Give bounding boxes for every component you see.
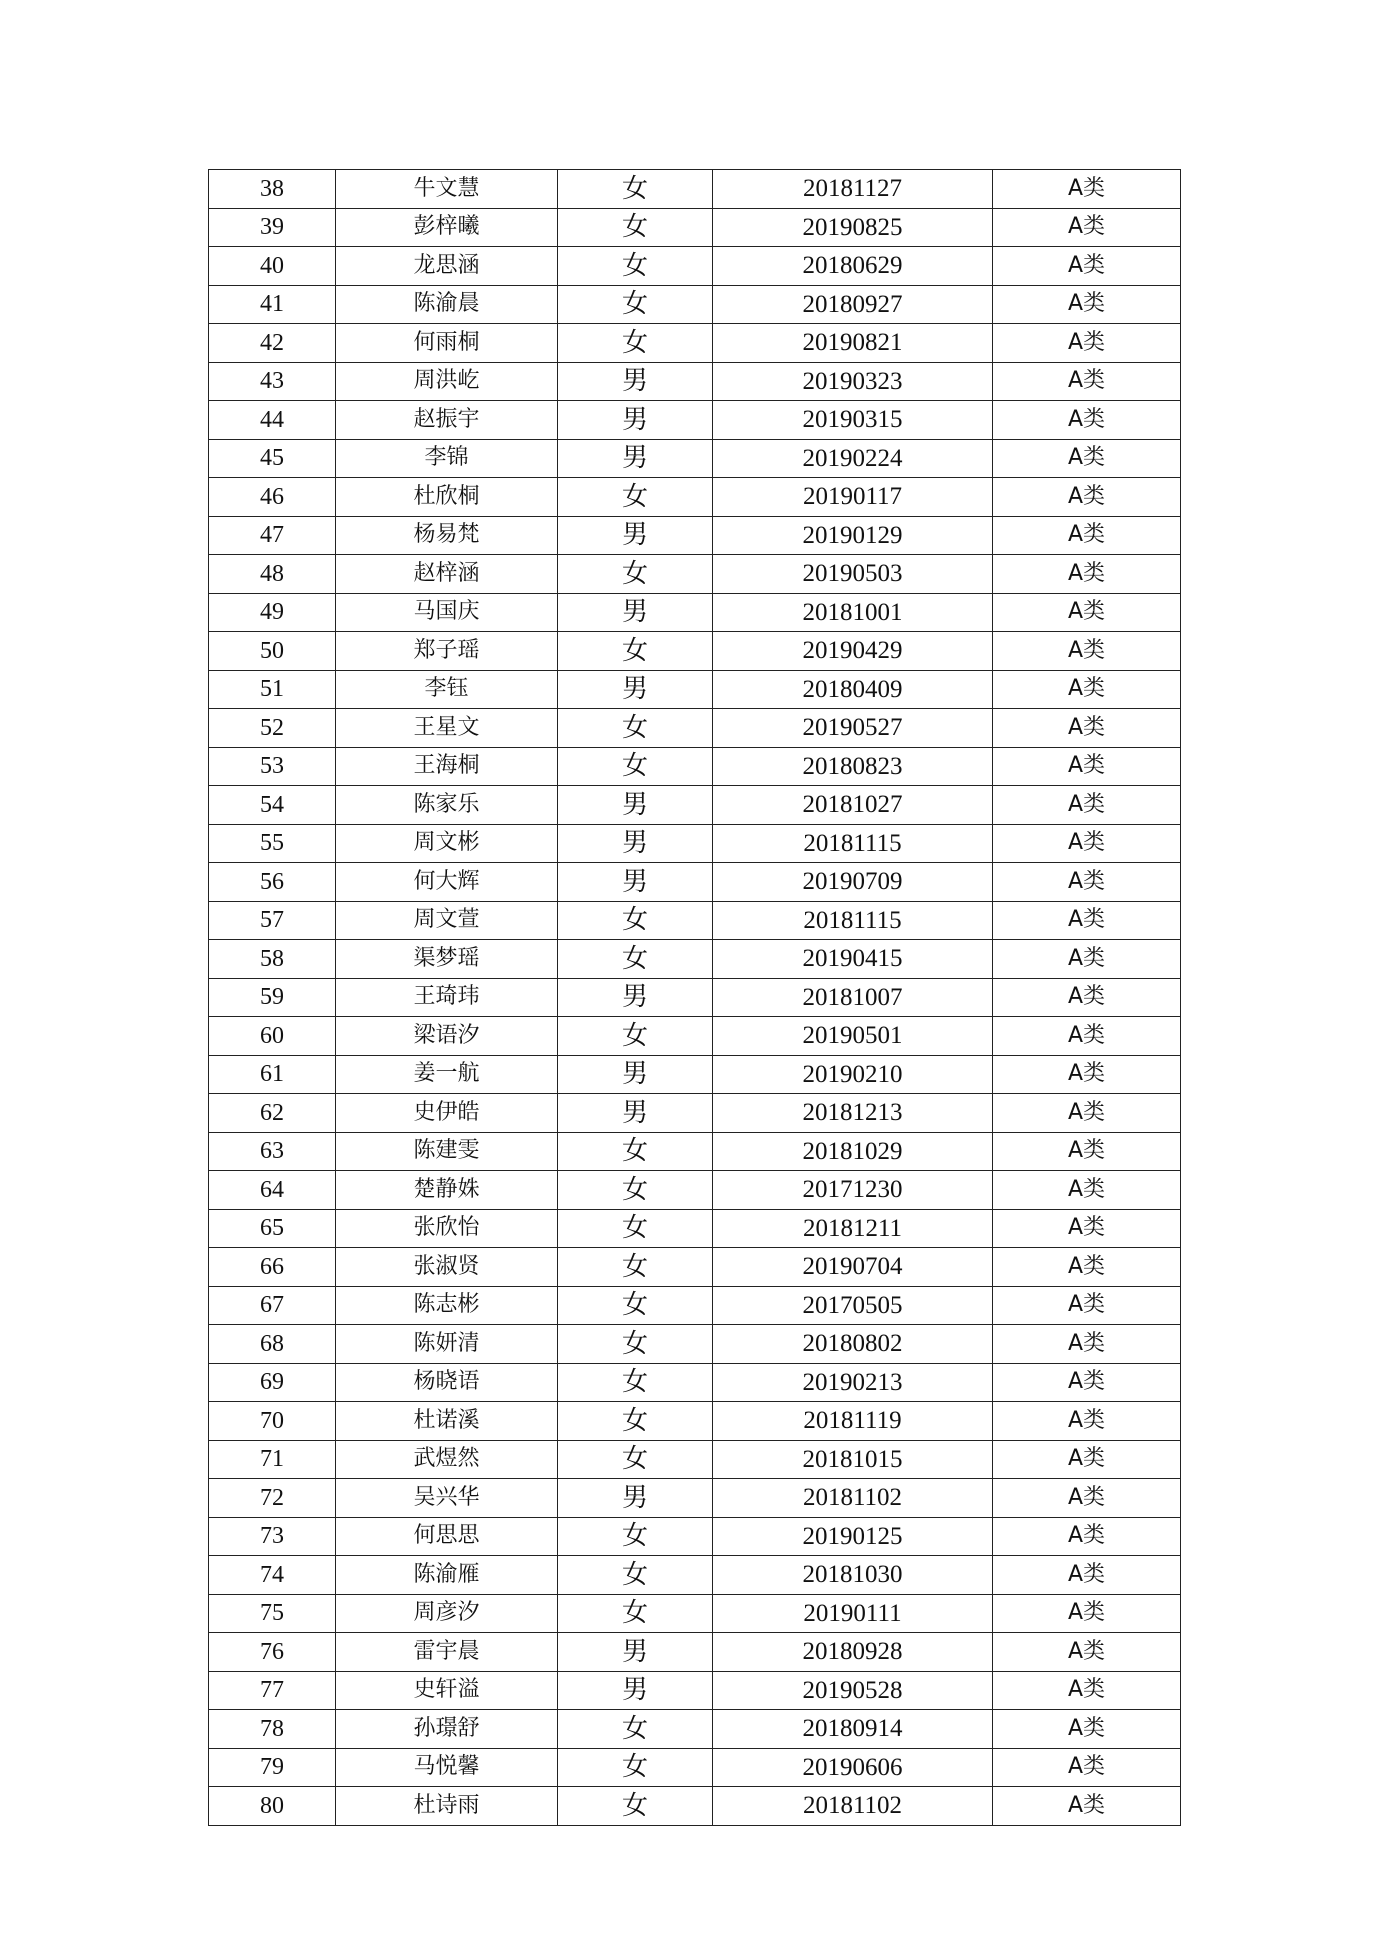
category-cell: A类 bbox=[993, 1325, 1181, 1364]
birth-date-cell: 20181127 bbox=[713, 170, 993, 209]
student-name-cell: 彭梓曦 bbox=[336, 208, 558, 247]
row-number-cell: 57 bbox=[209, 901, 336, 940]
student-name-cell: 姜一航 bbox=[336, 1055, 558, 1094]
category-cell: A类 bbox=[993, 1748, 1181, 1787]
row-number-cell: 38 bbox=[209, 170, 336, 209]
birth-date-cell: 20181102 bbox=[713, 1479, 993, 1518]
table-row bbox=[209, 1671, 1181, 1710]
table-row bbox=[209, 478, 1181, 517]
category-cell: A类 bbox=[993, 940, 1181, 979]
gender-cell: 女 bbox=[558, 1710, 713, 1749]
student-name-cell: 张淑贤 bbox=[336, 1248, 558, 1287]
student-name-cell: 杨易梵 bbox=[336, 516, 558, 555]
table-row bbox=[209, 709, 1181, 748]
row-number-cell: 72 bbox=[209, 1479, 336, 1518]
category-cell: A类 bbox=[993, 324, 1181, 363]
student-name-cell: 王海桐 bbox=[336, 747, 558, 786]
gender-cell: 男 bbox=[558, 824, 713, 863]
student-name-cell: 王星文 bbox=[336, 709, 558, 748]
gender-cell: 女 bbox=[558, 1556, 713, 1595]
category-cell: A类 bbox=[993, 1017, 1181, 1056]
category-cell: A类 bbox=[993, 362, 1181, 401]
gender-cell: 女 bbox=[558, 1209, 713, 1248]
row-number-cell: 55 bbox=[209, 824, 336, 863]
table-row bbox=[209, 1479, 1181, 1518]
gender-cell: 女 bbox=[558, 1787, 713, 1826]
table-row bbox=[209, 1748, 1181, 1787]
category-cell: A类 bbox=[993, 478, 1181, 517]
birth-date-cell: 20181007 bbox=[713, 978, 993, 1017]
table-row bbox=[209, 285, 1181, 324]
category-cell: A类 bbox=[993, 285, 1181, 324]
birth-date-cell: 20180927 bbox=[713, 285, 993, 324]
category-cell: A类 bbox=[993, 1479, 1181, 1518]
row-number-cell: 41 bbox=[209, 285, 336, 324]
row-number-cell: 71 bbox=[209, 1440, 336, 1479]
birth-date-cell: 20190224 bbox=[713, 439, 993, 478]
gender-cell: 女 bbox=[558, 1517, 713, 1556]
gender-cell: 女 bbox=[558, 1132, 713, 1171]
category-cell: A类 bbox=[993, 670, 1181, 709]
gender-cell: 女 bbox=[558, 1748, 713, 1787]
gender-cell: 女 bbox=[558, 285, 713, 324]
birth-date-cell: 20190210 bbox=[713, 1055, 993, 1094]
birth-date-cell: 20190129 bbox=[713, 516, 993, 555]
student-name-cell: 陈妍清 bbox=[336, 1325, 558, 1364]
table-row bbox=[209, 1363, 1181, 1402]
table-row bbox=[209, 1248, 1181, 1287]
category-cell: A类 bbox=[993, 1710, 1181, 1749]
row-number-cell: 42 bbox=[209, 324, 336, 363]
table-row bbox=[209, 901, 1181, 940]
birth-date-cell: 20181115 bbox=[713, 824, 993, 863]
gender-cell: 女 bbox=[558, 709, 713, 748]
student-name-cell: 何大辉 bbox=[336, 863, 558, 902]
category-cell: A类 bbox=[993, 555, 1181, 594]
row-number-cell: 75 bbox=[209, 1594, 336, 1633]
student-name-cell: 陈家乐 bbox=[336, 786, 558, 825]
category-cell: A类 bbox=[993, 1248, 1181, 1287]
birth-date-cell: 20181015 bbox=[713, 1440, 993, 1479]
student-name-cell: 陈志彬 bbox=[336, 1286, 558, 1325]
table-row bbox=[209, 362, 1181, 401]
row-number-cell: 62 bbox=[209, 1094, 336, 1133]
table-row bbox=[209, 593, 1181, 632]
table-row bbox=[209, 1286, 1181, 1325]
row-number-cell: 73 bbox=[209, 1517, 336, 1556]
table-row bbox=[209, 516, 1181, 555]
row-number-cell: 67 bbox=[209, 1286, 336, 1325]
row-number-cell: 52 bbox=[209, 709, 336, 748]
birth-date-cell: 20190528 bbox=[713, 1671, 993, 1710]
birth-date-cell: 20181029 bbox=[713, 1132, 993, 1171]
category-cell: A类 bbox=[993, 1440, 1181, 1479]
birth-date-cell: 20190213 bbox=[713, 1363, 993, 1402]
table-row bbox=[209, 439, 1181, 478]
category-cell: A类 bbox=[993, 786, 1181, 825]
gender-cell: 男 bbox=[558, 593, 713, 632]
table-row bbox=[209, 1017, 1181, 1056]
birth-date-cell: 20190415 bbox=[713, 940, 993, 979]
birth-date-cell: 20181027 bbox=[713, 786, 993, 825]
birth-date-cell: 20190704 bbox=[713, 1248, 993, 1287]
category-cell: A类 bbox=[993, 1517, 1181, 1556]
gender-cell: 女 bbox=[558, 1402, 713, 1441]
row-number-cell: 69 bbox=[209, 1363, 336, 1402]
row-number-cell: 45 bbox=[209, 439, 336, 478]
gender-cell: 女 bbox=[558, 1017, 713, 1056]
row-number-cell: 66 bbox=[209, 1248, 336, 1287]
table-row bbox=[209, 170, 1181, 209]
gender-cell: 男 bbox=[558, 401, 713, 440]
student-name-cell: 赵梓涵 bbox=[336, 555, 558, 594]
birth-date-cell: 20190117 bbox=[713, 478, 993, 517]
student-name-cell: 牛文慧 bbox=[336, 170, 558, 209]
birth-date-cell: 20181102 bbox=[713, 1787, 993, 1826]
gender-cell: 男 bbox=[558, 1094, 713, 1133]
row-number-cell: 58 bbox=[209, 940, 336, 979]
gender-cell: 女 bbox=[558, 632, 713, 671]
student-name-cell: 渠梦瑶 bbox=[336, 940, 558, 979]
table-row bbox=[209, 1209, 1181, 1248]
gender-cell: 女 bbox=[558, 1248, 713, 1287]
student-name-cell: 杜诺溪 bbox=[336, 1402, 558, 1441]
birth-date-cell: 20190111 bbox=[713, 1594, 993, 1633]
table-row bbox=[209, 940, 1181, 979]
table-row bbox=[209, 824, 1181, 863]
student-name-cell: 陈渝晨 bbox=[336, 285, 558, 324]
table-row bbox=[209, 863, 1181, 902]
birth-date-cell: 20181119 bbox=[713, 1402, 993, 1441]
row-number-cell: 50 bbox=[209, 632, 336, 671]
row-number-cell: 44 bbox=[209, 401, 336, 440]
row-number-cell: 53 bbox=[209, 747, 336, 786]
birth-date-cell: 20190503 bbox=[713, 555, 993, 594]
gender-cell: 男 bbox=[558, 439, 713, 478]
category-cell: A类 bbox=[993, 170, 1181, 209]
table-row bbox=[209, 786, 1181, 825]
gender-cell: 男 bbox=[558, 362, 713, 401]
birth-date-cell: 20181001 bbox=[713, 593, 993, 632]
gender-cell: 男 bbox=[558, 786, 713, 825]
gender-cell: 女 bbox=[558, 324, 713, 363]
row-number-cell: 56 bbox=[209, 863, 336, 902]
row-number-cell: 54 bbox=[209, 786, 336, 825]
row-number-cell: 64 bbox=[209, 1171, 336, 1210]
birth-date-cell: 20190709 bbox=[713, 863, 993, 902]
student-name-cell: 马悦馨 bbox=[336, 1748, 558, 1787]
birth-date-cell: 20181115 bbox=[713, 901, 993, 940]
category-cell: A类 bbox=[993, 247, 1181, 286]
row-number-cell: 76 bbox=[209, 1633, 336, 1672]
table-row bbox=[209, 1325, 1181, 1364]
row-number-cell: 43 bbox=[209, 362, 336, 401]
birth-date-cell: 20190323 bbox=[713, 362, 993, 401]
table-row bbox=[209, 747, 1181, 786]
row-number-cell: 77 bbox=[209, 1671, 336, 1710]
category-cell: A类 bbox=[993, 1787, 1181, 1826]
student-name-cell: 何雨桐 bbox=[336, 324, 558, 363]
birth-date-cell: 20181211 bbox=[713, 1209, 993, 1248]
table-row bbox=[209, 1710, 1181, 1749]
gender-cell: 女 bbox=[558, 747, 713, 786]
table-row bbox=[209, 555, 1181, 594]
category-cell: A类 bbox=[993, 1171, 1181, 1210]
birth-date-cell: 20190429 bbox=[713, 632, 993, 671]
row-number-cell: 78 bbox=[209, 1710, 336, 1749]
student-name-cell: 史伊皓 bbox=[336, 1094, 558, 1133]
student-name-cell: 龙思涵 bbox=[336, 247, 558, 286]
birth-date-cell: 20180928 bbox=[713, 1633, 993, 1672]
birth-date-cell: 20180409 bbox=[713, 670, 993, 709]
gender-cell: 女 bbox=[558, 940, 713, 979]
birth-date-cell: 20180914 bbox=[713, 1710, 993, 1749]
row-number-cell: 60 bbox=[209, 1017, 336, 1056]
gender-cell: 女 bbox=[558, 478, 713, 517]
table-row bbox=[209, 1402, 1181, 1441]
birth-date-cell: 20190821 bbox=[713, 324, 993, 363]
category-cell: A类 bbox=[993, 1055, 1181, 1094]
student-name-cell: 张欣怡 bbox=[336, 1209, 558, 1248]
student-name-cell: 周彦汐 bbox=[336, 1594, 558, 1633]
birth-date-cell: 20190315 bbox=[713, 401, 993, 440]
category-cell: A类 bbox=[993, 208, 1181, 247]
category-cell: A类 bbox=[993, 1094, 1181, 1133]
student-name-cell: 何思思 bbox=[336, 1517, 558, 1556]
category-cell: A类 bbox=[993, 824, 1181, 863]
student-name-cell: 郑子瑶 bbox=[336, 632, 558, 671]
student-name-cell: 吴兴华 bbox=[336, 1479, 558, 1518]
birth-date-cell: 20190125 bbox=[713, 1517, 993, 1556]
category-cell: A类 bbox=[993, 1633, 1181, 1672]
student-name-cell: 王琦玮 bbox=[336, 978, 558, 1017]
table-row bbox=[209, 632, 1181, 671]
student-name-cell: 李钰 bbox=[336, 670, 558, 709]
category-cell: A类 bbox=[993, 1671, 1181, 1710]
category-cell: A类 bbox=[993, 439, 1181, 478]
student-name-cell: 李锦 bbox=[336, 439, 558, 478]
birth-date-cell: 20181213 bbox=[713, 1094, 993, 1133]
category-cell: A类 bbox=[993, 863, 1181, 902]
gender-cell: 女 bbox=[558, 1363, 713, 1402]
row-number-cell: 48 bbox=[209, 555, 336, 594]
category-cell: A类 bbox=[993, 1402, 1181, 1441]
gender-cell: 女 bbox=[558, 170, 713, 209]
student-name-cell: 陈建雯 bbox=[336, 1132, 558, 1171]
gender-cell: 女 bbox=[558, 1171, 713, 1210]
gender-cell: 女 bbox=[558, 901, 713, 940]
category-cell: A类 bbox=[993, 632, 1181, 671]
gender-cell: 女 bbox=[558, 208, 713, 247]
row-number-cell: 63 bbox=[209, 1132, 336, 1171]
gender-cell: 男 bbox=[558, 978, 713, 1017]
student-name-cell: 杨晓语 bbox=[336, 1363, 558, 1402]
category-cell: A类 bbox=[993, 747, 1181, 786]
gender-cell: 女 bbox=[558, 1286, 713, 1325]
table-row bbox=[209, 978, 1181, 1017]
roster-table-body bbox=[209, 170, 1181, 1826]
row-number-cell: 47 bbox=[209, 516, 336, 555]
row-number-cell: 68 bbox=[209, 1325, 336, 1364]
row-number-cell: 51 bbox=[209, 670, 336, 709]
category-cell: A类 bbox=[993, 901, 1181, 940]
birth-date-cell: 20180823 bbox=[713, 747, 993, 786]
table-row bbox=[209, 1787, 1181, 1826]
category-cell: A类 bbox=[993, 1286, 1181, 1325]
gender-cell: 男 bbox=[558, 670, 713, 709]
table-row bbox=[209, 1556, 1181, 1595]
table-row bbox=[209, 247, 1181, 286]
student-name-cell: 雷宇晨 bbox=[336, 1633, 558, 1672]
row-number-cell: 70 bbox=[209, 1402, 336, 1441]
gender-cell: 女 bbox=[558, 1440, 713, 1479]
gender-cell: 女 bbox=[558, 555, 713, 594]
student-name-cell: 周洪屹 bbox=[336, 362, 558, 401]
student-name-cell: 孙璟舒 bbox=[336, 1710, 558, 1749]
student-name-cell: 梁语汐 bbox=[336, 1017, 558, 1056]
birth-date-cell: 20180629 bbox=[713, 247, 993, 286]
row-number-cell: 79 bbox=[209, 1748, 336, 1787]
table-row bbox=[209, 1594, 1181, 1633]
birth-date-cell: 20180802 bbox=[713, 1325, 993, 1364]
table-row bbox=[209, 1171, 1181, 1210]
student-name-cell: 陈渝雁 bbox=[336, 1556, 558, 1595]
row-number-cell: 61 bbox=[209, 1055, 336, 1094]
student-name-cell: 楚静姝 bbox=[336, 1171, 558, 1210]
row-number-cell: 49 bbox=[209, 593, 336, 632]
category-cell: A类 bbox=[993, 1132, 1181, 1171]
row-number-cell: 59 bbox=[209, 978, 336, 1017]
table-row bbox=[209, 1094, 1181, 1133]
category-cell: A类 bbox=[993, 1594, 1181, 1633]
row-number-cell: 74 bbox=[209, 1556, 336, 1595]
student-name-cell: 赵振宇 bbox=[336, 401, 558, 440]
category-cell: A类 bbox=[993, 1209, 1181, 1248]
table-row bbox=[209, 1055, 1181, 1094]
table-row bbox=[209, 670, 1181, 709]
row-number-cell: 80 bbox=[209, 1787, 336, 1826]
table-row bbox=[209, 324, 1181, 363]
category-cell: A类 bbox=[993, 401, 1181, 440]
gender-cell: 女 bbox=[558, 247, 713, 286]
gender-cell: 男 bbox=[558, 1671, 713, 1710]
table-row bbox=[209, 401, 1181, 440]
birth-date-cell: 20190825 bbox=[713, 208, 993, 247]
category-cell: A类 bbox=[993, 516, 1181, 555]
student-name-cell: 马国庆 bbox=[336, 593, 558, 632]
student-name-cell: 杜诗雨 bbox=[336, 1787, 558, 1826]
category-cell: A类 bbox=[993, 1556, 1181, 1595]
student-name-cell: 周文萱 bbox=[336, 901, 558, 940]
row-number-cell: 39 bbox=[209, 208, 336, 247]
category-cell: A类 bbox=[993, 709, 1181, 748]
table-row bbox=[209, 1633, 1181, 1672]
birth-date-cell: 20171230 bbox=[713, 1171, 993, 1210]
category-cell: A类 bbox=[993, 1363, 1181, 1402]
table-row bbox=[209, 1440, 1181, 1479]
gender-cell: 男 bbox=[558, 1479, 713, 1518]
gender-cell: 男 bbox=[558, 863, 713, 902]
gender-cell: 男 bbox=[558, 1633, 713, 1672]
student-name-cell: 周文彬 bbox=[336, 824, 558, 863]
table-row bbox=[209, 1517, 1181, 1556]
birth-date-cell: 20190606 bbox=[713, 1748, 993, 1787]
category-cell: A类 bbox=[993, 978, 1181, 1017]
category-cell: A类 bbox=[993, 593, 1181, 632]
birth-date-cell: 20190501 bbox=[713, 1017, 993, 1056]
gender-cell: 女 bbox=[558, 1325, 713, 1364]
birth-date-cell: 20181030 bbox=[713, 1556, 993, 1595]
gender-cell: 男 bbox=[558, 516, 713, 555]
roster-table bbox=[208, 169, 1181, 1826]
student-name-cell: 史轩溢 bbox=[336, 1671, 558, 1710]
birth-date-cell: 20190527 bbox=[713, 709, 993, 748]
table-row bbox=[209, 208, 1181, 247]
birth-date-cell: 20170505 bbox=[713, 1286, 993, 1325]
row-number-cell: 46 bbox=[209, 478, 336, 517]
table-row bbox=[209, 1132, 1181, 1171]
gender-cell: 男 bbox=[558, 1055, 713, 1094]
student-name-cell: 杜欣桐 bbox=[336, 478, 558, 517]
student-name-cell: 武煜然 bbox=[336, 1440, 558, 1479]
row-number-cell: 40 bbox=[209, 247, 336, 286]
gender-cell: 女 bbox=[558, 1594, 713, 1633]
row-number-cell: 65 bbox=[209, 1209, 336, 1248]
